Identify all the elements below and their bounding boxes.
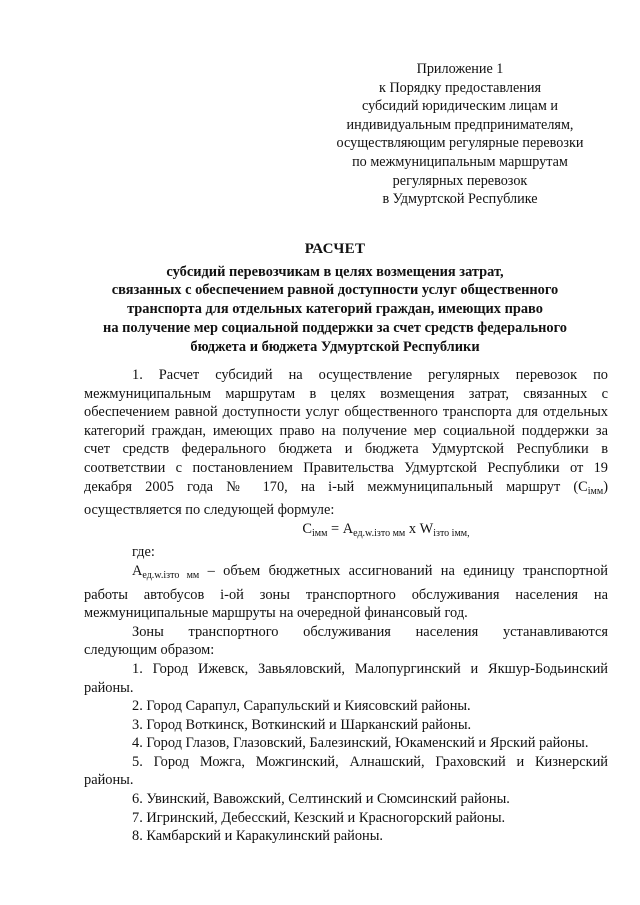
title-heading: РАСЧЕТ	[304, 241, 366, 257]
document-body	[84, 366, 608, 846]
formula-c: С	[302, 520, 312, 537]
zone-item: 5. Город Можга, Можгинский, Алнашский, Граховский и Кизнерский районы.	[84, 753, 608, 789]
paragraph-1	[84, 366, 608, 520]
paragraph-1-text: 1. Расчет субсидий на осуществление регулярных перевозок по межмуниципальным маршрутам в целях возмещения затрат, связанных с обеспечением равной доступности услуг общественного транспорта для отдельных категорий граждан, имеющих право на получение мер социальной поддержки за счет средств федерального бюджета и бюджета Удмуртской Республики в соответствии с постановлением Правительства Удмуртской Республики от 19 декабря 2005 года № 170, на i-ый межмуниципальный маршрут (С	[84, 367, 608, 495]
formula-eq: = А	[327, 520, 354, 537]
title-line: транспорта для отдельных категорий граждан, имеющих право	[127, 301, 543, 318]
zones-word: обслуживания	[303, 623, 391, 640]
zone-item: 6. Увинский, Вавожский, Селтинский и Сюмсинский районы.	[132, 791, 510, 808]
zones-word: транспортного	[188, 623, 279, 640]
zone-item: 4. Город Глазов, Глазовский, Балезинский, Юкаменский и Ярский районы.	[132, 735, 589, 752]
paragraph-1-end: ) осуществляется по следующей формуле:	[84, 478, 608, 519]
appendix-line: в Удмуртской Республике	[382, 191, 538, 208]
appendix-line: Приложение 1	[416, 61, 504, 77]
zones-intro-line	[84, 623, 608, 642]
zone-item: 1. Город Ижевск, Завьяловский, Малопургинский и Якшур-Бодьинский районы.	[84, 660, 608, 696]
definition-paragraph	[84, 562, 608, 623]
zones-word: населения	[415, 623, 479, 640]
formula-x: х W	[405, 520, 434, 537]
appendix-line: индивидуальным предпринимателям,	[346, 116, 574, 133]
where-label: где:	[132, 544, 155, 561]
formula-w-sub: iзто iмм,	[433, 527, 470, 539]
appendix-line: субсидий юридическим лицам и	[362, 98, 558, 115]
title-line: на получение мер социальной поддержки за счет средств федерального	[103, 319, 567, 336]
formula-c-sub: iмм	[311, 527, 328, 539]
formula-a-sub: ед.w.iзто мм	[353, 527, 406, 539]
document-title	[78, 240, 592, 356]
paragraph-1-subscript: iмм	[587, 485, 604, 497]
appendix-line: осуществляющим регулярные перевозки	[336, 135, 584, 152]
appendix-line: по межмуниципальным маршрутам	[352, 153, 568, 170]
formula	[84, 520, 608, 544]
zones-word: устанавливаются	[502, 623, 608, 640]
definition-text: – объем бюджетных ассигнований на единицу транспортной работы автобусов i-ой зоны транспортного обслуживания населения на межмуниципальные маршруты на очередной финансовый год.	[84, 562, 609, 622]
zone-item: 2. Город Сарапул, Сарапульский и Киясовский районы.	[132, 698, 471, 715]
zone-item: 8. Камбарский и Каракулинский районы.	[132, 828, 384, 845]
appendix-line: к Порядку предоставления	[379, 79, 541, 96]
zone-item: 3. Город Воткинск, Воткинский и Шарканский районы.	[132, 716, 472, 733]
title-line: субсидий перевозчикам в целях возмещения затрат,	[166, 263, 504, 280]
title-line: связанных с обеспечением равной доступности услуг общественного	[111, 282, 559, 299]
zone-item: 7. Игринский, Дебесский, Кезский и Красногорский районы.	[132, 809, 506, 826]
definition-a-sub: ед.w.iзто мм	[142, 569, 200, 581]
zones-word: Зоны	[132, 623, 164, 640]
appendix-header	[310, 60, 610, 209]
zones-intro-end: следующим образом:	[84, 642, 215, 659]
appendix-line: регулярных перевозок	[392, 172, 528, 189]
title-line: бюджета и бюджета Удмуртской Республики	[190, 338, 480, 355]
definition-a: А	[132, 562, 143, 579]
